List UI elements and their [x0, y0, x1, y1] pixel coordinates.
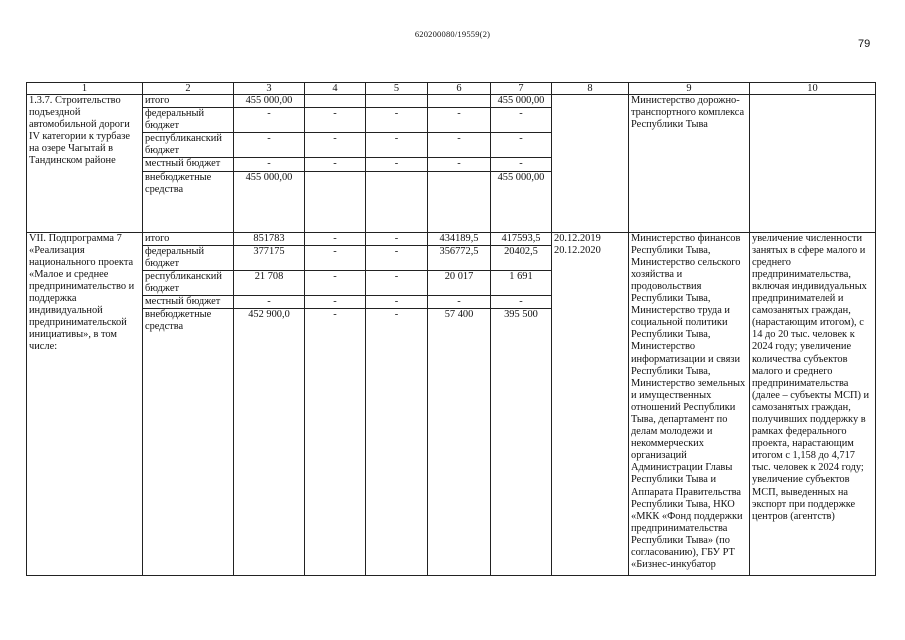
- budget-table: [26, 82, 876, 576]
- header-cell: 5: [366, 83, 428, 95]
- page-number: 79: [858, 38, 871, 50]
- funding-source: республиканский бюджет: [143, 133, 234, 158]
- header-cell: 1: [27, 83, 143, 95]
- value-cell: -: [305, 296, 366, 309]
- result-cell: [750, 95, 876, 233]
- value-cell: 377175: [234, 245, 305, 270]
- deadline-start: 20.12.2019: [554, 232, 601, 244]
- value-cell: -: [305, 245, 366, 270]
- value-cell: -: [305, 270, 366, 295]
- value-cell: 356772,5: [428, 245, 491, 270]
- value-cell: -: [428, 158, 491, 171]
- document-id: 620200080/19559(2): [414, 29, 491, 39]
- value-cell: [366, 171, 428, 232]
- executor-cell: Министерство дорожно-транспортного комплекса Республики Тыва: [629, 95, 750, 233]
- value-cell: [305, 171, 366, 232]
- value-cell: -: [428, 133, 491, 158]
- value-cell: 434189,5: [428, 232, 491, 245]
- value-cell: -: [491, 158, 552, 171]
- value-cell: [305, 95, 366, 108]
- value-cell: -: [305, 232, 366, 245]
- header-cell: 8: [552, 83, 629, 95]
- value-cell: [428, 171, 491, 232]
- table-header-row: [27, 83, 876, 95]
- funding-source: местный бюджет: [143, 296, 234, 309]
- value-cell: 452 900,0: [234, 309, 305, 576]
- value-cell: 455 000,00: [234, 95, 305, 108]
- value-cell: 395 500: [491, 309, 552, 576]
- value-cell: 417593,5: [491, 232, 552, 245]
- value-cell: -: [366, 158, 428, 171]
- value-cell: [428, 95, 491, 108]
- value-cell: 455 000,00: [234, 171, 305, 232]
- header-cell: 10: [750, 83, 876, 95]
- value-cell: -: [491, 108, 552, 133]
- result-cell: увеличение численности занятых в сфере малого и среднего предпринимательства, включая индивидуальных предпринимателей и самозанятых граждан, (нарастающим итогом), с 14 до 20 тыс. человек к 2024 году; увеличение количества субъектов малого и среднего предпринимательства (далее – субъекты МСП) и самозанятых граждан, получивших поддержку в рамках федерального проекта, нарастающим итогом с 1,158 до 4,717 тыс. человек к 2024 году; увеличение субъектов МСП, выведенных на экспорт при поддержке центров (агентств): [750, 232, 876, 576]
- value-cell: -: [234, 296, 305, 309]
- value-cell: -: [428, 296, 491, 309]
- value-cell: -: [491, 296, 552, 309]
- value-cell: 851783: [234, 232, 305, 245]
- measure-name: 1.3.7. Строительство подъездной автомобильной дороги IV категории к турбазе на озере Чагытай в Тандинском районе: [27, 95, 143, 233]
- header-cell: 9: [629, 83, 750, 95]
- value-cell: [366, 95, 428, 108]
- value-cell: -: [234, 108, 305, 133]
- table-row: [27, 95, 876, 108]
- funding-source: федеральный бюджет: [143, 245, 234, 270]
- value-cell: 1 691: [491, 270, 552, 295]
- funding-source: итого: [143, 95, 234, 108]
- value-cell: 20402,5: [491, 245, 552, 270]
- value-cell: -: [234, 158, 305, 171]
- value-cell: -: [491, 133, 552, 158]
- header-cell: 2: [143, 83, 234, 95]
- value-cell: -: [366, 108, 428, 133]
- value-cell: -: [234, 133, 305, 158]
- deadline-cell: [552, 232, 629, 576]
- value-cell: -: [366, 133, 428, 158]
- executor-cell: Министерство финансов Республики Тыва, Министерство сельского хозяйства и продовольствия Республики Тыва, Министерство труда и социальной политики Республики Тыва, Министерство информатизации и связи Республики Тыва, Министерство земельных и имущественных отношений Республики Тыва, департамент по делам молодежи и некоммерческих организаций Администрации Главы Республики Тыва и Аппарата Правительства Республики Тыва, НКО «МКК «Фонд поддержки предпринимательства Республики Тыва» (по согласованию), ГБУ РТ «Бизнес-инкубатор: [629, 232, 750, 576]
- header-cell: 3: [234, 83, 305, 95]
- value-cell: 21 708: [234, 270, 305, 295]
- value-cell: -: [305, 133, 366, 158]
- value-cell: -: [428, 108, 491, 133]
- value-cell: -: [366, 296, 428, 309]
- funding-source: федеральный бюджет: [143, 108, 234, 133]
- header-cell: 6: [428, 83, 491, 95]
- value-cell: -: [305, 309, 366, 576]
- value-cell: -: [366, 270, 428, 295]
- value-cell: 455 000,00: [491, 95, 552, 108]
- funding-source: внебюджетные средства: [143, 171, 234, 232]
- funding-source: местный бюджет: [143, 158, 234, 171]
- value-cell: -: [305, 158, 366, 171]
- value-cell: 455 000,00: [491, 171, 552, 232]
- measure-name: VII. Подпрограмма 7 «Реализация национального проекта «Малое и среднее предпринимательство и поддержка индивидуальной предпринимательской инициативы», в том числе:: [27, 232, 143, 576]
- deadline-cell: [552, 95, 629, 233]
- deadline-end: 20.12.2020: [554, 244, 601, 256]
- header-cell: 7: [491, 83, 552, 95]
- value-cell: -: [366, 309, 428, 576]
- funding-source: итого: [143, 232, 234, 245]
- header-cell: 4: [305, 83, 366, 95]
- table-row: [27, 232, 876, 245]
- value-cell: 20 017: [428, 270, 491, 295]
- funding-source: республиканский бюджет: [143, 270, 234, 295]
- value-cell: -: [366, 232, 428, 245]
- value-cell: 57 400: [428, 309, 491, 576]
- funding-source: внебюджетные средства: [143, 309, 234, 576]
- value-cell: -: [305, 108, 366, 133]
- value-cell: -: [366, 245, 428, 270]
